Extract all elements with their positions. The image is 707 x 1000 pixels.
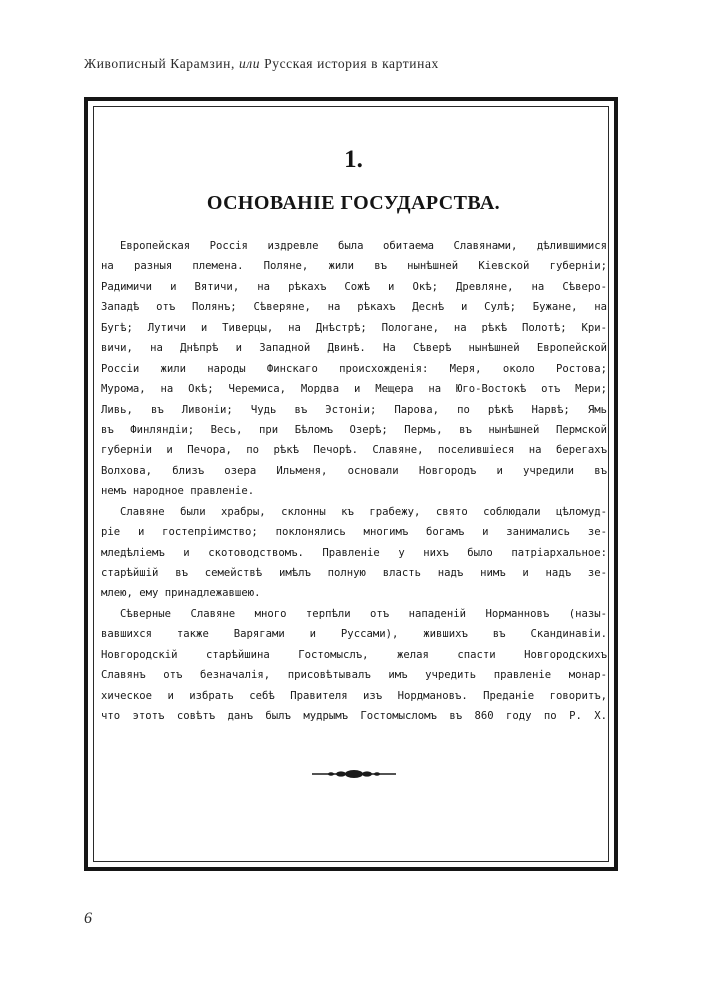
text-line: въ Финляндіи; Весь, при Бѣломъ Озерѣ; Пермь, въ нынѣшней Пермской <box>101 423 607 436</box>
body-text <box>101 236 607 727</box>
chapter-number: 1. <box>344 146 363 173</box>
page-number: 6 <box>84 910 92 927</box>
chapter-title: ОСНОВАНІЕ ГОСУДАРСТВА. <box>206 192 501 214</box>
text-line: млею, ему принадлежавшею. <box>101 587 261 600</box>
text-line: Россіи жили народы Финскаго происхожденія: Меря, около Ростова; <box>101 362 607 375</box>
text-line: вичи, на Днѣпрѣ и Западной Двинѣ. На Сѣверѣ нынѣшней Европейской <box>101 342 607 355</box>
text-line: на разныя племена. Поляне, жили въ нынѣшней Кіевской губерніи; <box>101 260 607 273</box>
text-line: Европейская Россія издревле была обитаема Славянами, дѣлившимися <box>120 240 607 252</box>
running-head-subtitle: Русская история в картинах <box>264 56 439 71</box>
running-head-conjunction: или <box>238 56 261 71</box>
text-line: ріе и гостепріимство; поклонялись многимъ богамъ и занимались зе- <box>101 526 607 539</box>
text-line: Славянъ отъ безначалія, присовѣтывалъ имъ учредить правленіе монар- <box>101 669 607 682</box>
text-line: Новгородскій старѣйшина Гостомыслъ, желая спасти Новгородскихъ <box>101 648 607 661</box>
text-line: Радимичи и Вятичи, на рѣкахъ Сожѣ и Окѣ; Древляне, на Сѣверо- <box>101 280 607 293</box>
text-line: хическое и избрать себѣ Правителя изъ Нордмановъ. Преданіе говоритъ, <box>101 689 607 702</box>
text-line: Волхова, близъ озера Ильменя, основали Новгородъ и учредили въ <box>101 464 607 477</box>
text-line: Западѣ отъ Полянъ; Сѣверяне, на рѣкахъ Деснѣ и Сулѣ; Бужане, на <box>101 301 607 314</box>
text-line: вавшихся также Варягами и Руссами), жившихъ въ Скандинавіи. <box>101 628 607 641</box>
text-line: Сѣверные Славяне много терпѣли отъ нападеній Норманновъ (назы- <box>120 607 607 620</box>
text-line: что этотъ совѣтъ данъ былъ мудрымъ Гостомысломъ въ 860 году по Р. Х. <box>101 710 607 723</box>
text-line: Ливь, въ Ливоніи; Чудь въ Эстоніи; Парова, по рѣкѣ Нарвѣ; Ямь <box>101 403 607 416</box>
decorative-ornament-icon <box>312 768 396 780</box>
text-line: мледѣліемъ и скотоводствомъ. Правленіе у нихъ было патріархальное: <box>101 546 607 559</box>
text-line: немъ народное правленіе. <box>101 485 255 498</box>
running-head <box>84 56 439 72</box>
text-line: старѣйшій въ семействѣ имѣлъ полную власть надъ нимъ и надъ зе- <box>101 567 607 579</box>
text-line: губерніи и Печора, по рѣкѣ Печорѣ. Славяне, поселившіеся на берегахъ <box>101 444 607 457</box>
text-line: Славяне были храбры, склонны къ грабежу, свято соблюдали цѣломуд- <box>120 505 607 518</box>
text-line: Мурома, на Окѣ; Черемиса, Мордва и Мещера на Юго-Востокѣ отъ Мери; <box>101 383 607 396</box>
running-head-title: Живописный Карамзин, <box>84 56 235 71</box>
text-line: Бугѣ; Лутичи и Тиверцы, на Днѣстрѣ; Пологане, на рѣкѣ Полотѣ; Кри- <box>101 321 607 334</box>
